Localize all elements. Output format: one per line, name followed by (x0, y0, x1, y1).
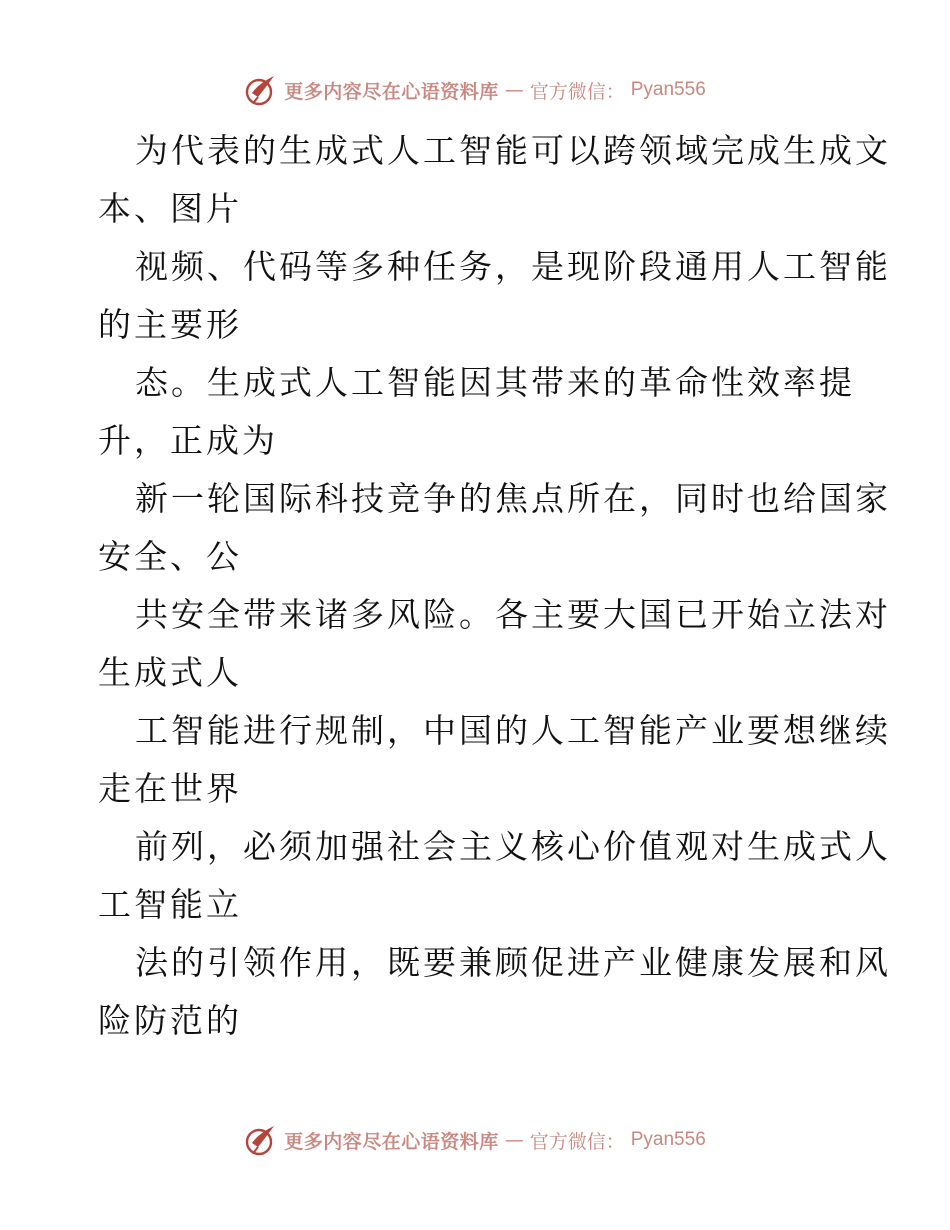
body-line: 共安全带来诸多风险。各主要大国已开始立法对 (135, 595, 891, 634)
body-line: 工智能立 (98, 885, 242, 924)
watermark-label: 官方微信： (529, 1130, 625, 1153)
body-line: 法的引领作用，既要兼顾促进产业健康发展和风 (135, 943, 891, 982)
watermark-brand: 更多内容尽在心语资料库 (284, 80, 499, 103)
document-body (98, 122, 891, 1050)
body-line: 升，正成为 (98, 421, 278, 460)
watermark-wechat-id: Pyan556 (630, 79, 706, 100)
footer-watermark (0, 1120, 950, 1160)
body-line: 为代表的生成式人工智能可以跨领域完成生成文 (135, 131, 891, 170)
body-line: 安全、公 (98, 537, 242, 576)
body-line: 走在世界 (98, 769, 242, 808)
body-line: 工智能进行规制，中国的人工智能产业要想继续 (135, 711, 891, 750)
watermark-wechat-id: Pyan556 (630, 1129, 706, 1150)
body-line: 态。生成式人工智能因其带来的革命性效率提 (135, 363, 855, 402)
body-line: 视频、代码等多种任务，是现阶段通用人工智能 (135, 247, 891, 286)
body-line: 新一轮国际科技竞争的焦点所在，同时也给国家 (135, 479, 891, 518)
quill-pen-logo-icon (244, 73, 278, 107)
body-line: 前列，必须加强社会主义核心价值观对生成式人 (135, 827, 891, 866)
quill-pen-logo-icon (244, 1123, 278, 1157)
watermark-separator: — (504, 1129, 524, 1151)
body-line: 的主要形 (98, 305, 242, 344)
body-line: 本、图片 (98, 189, 242, 228)
header-watermark (0, 70, 950, 110)
body-line: 生成式人 (98, 653, 242, 692)
body-line: 险防范的 (98, 1001, 242, 1040)
watermark-separator: — (504, 79, 524, 101)
watermark-brand: 更多内容尽在心语资料库 (284, 1130, 499, 1153)
watermark-label: 官方微信： (529, 80, 625, 103)
